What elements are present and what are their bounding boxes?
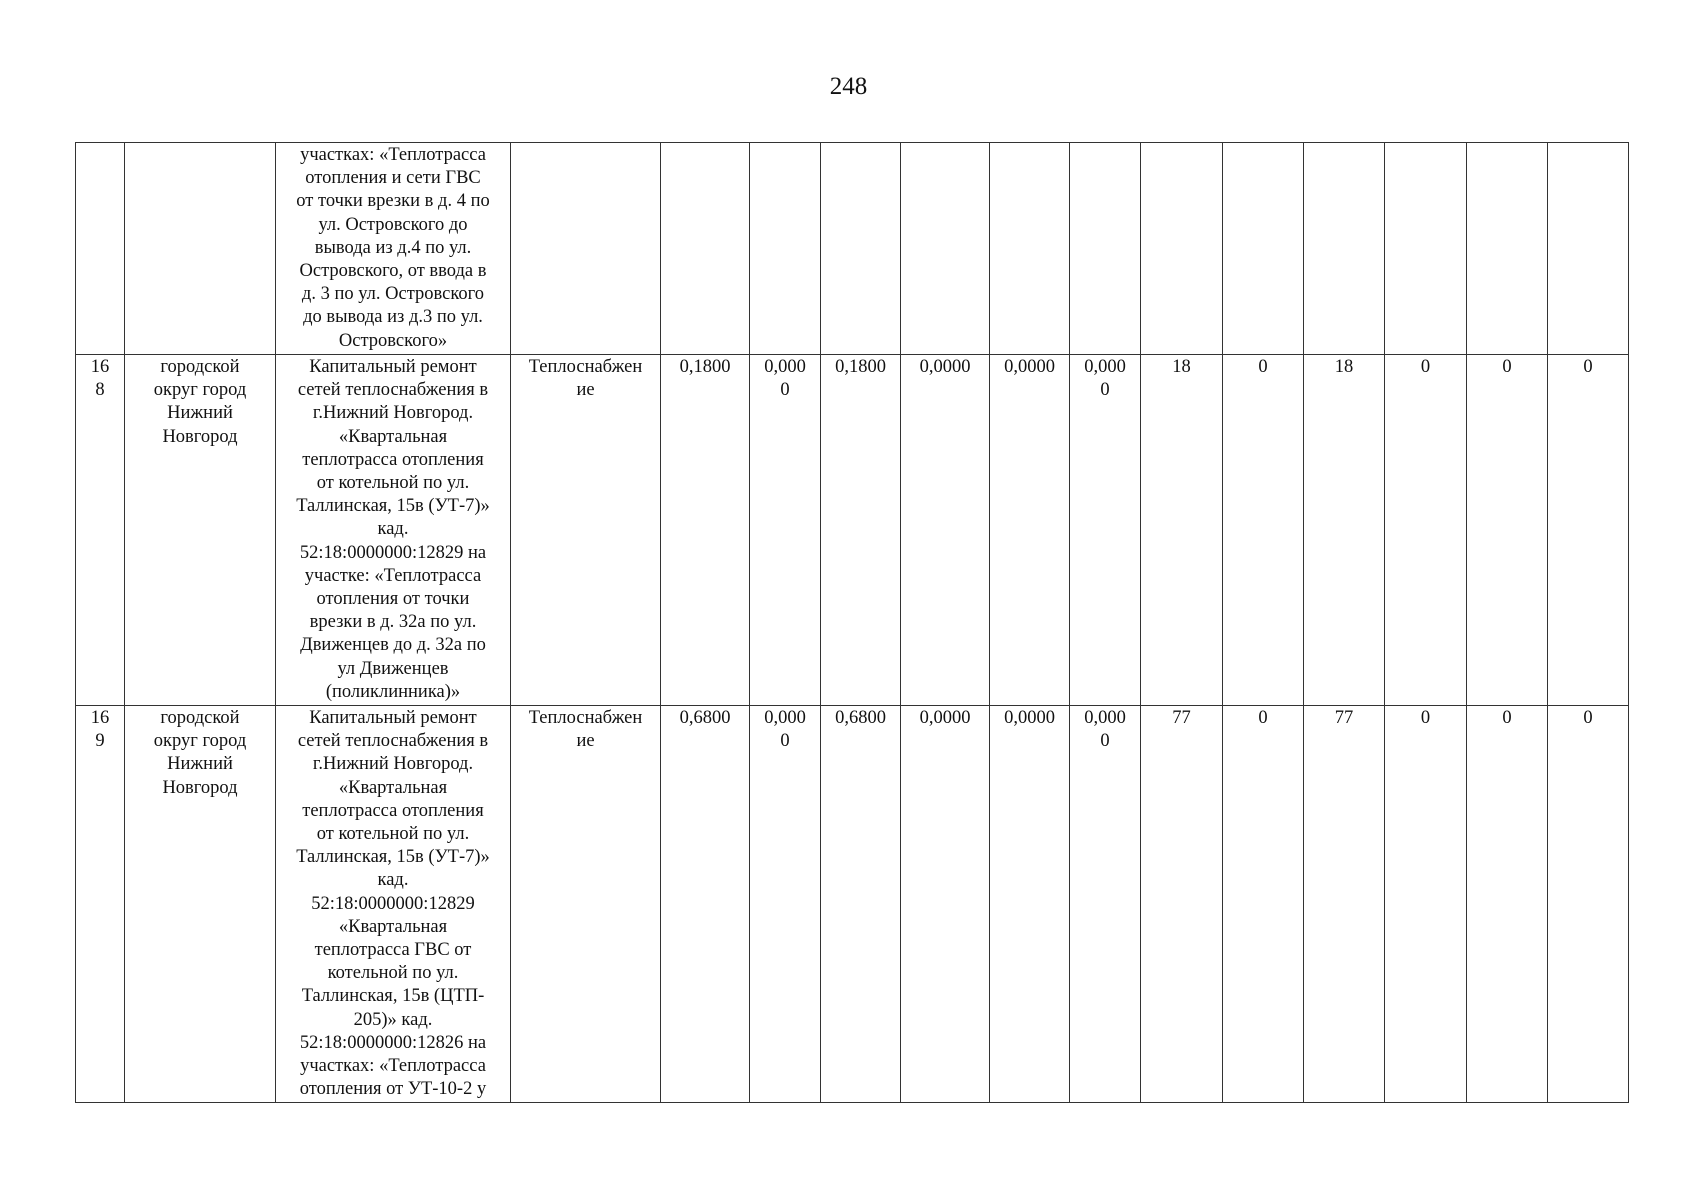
value-cell: 0 [1223, 706, 1304, 1103]
value-cell: 0 [1467, 355, 1548, 706]
value-cell: 0 [1385, 355, 1467, 706]
table-row [76, 143, 1629, 355]
value-cell [901, 143, 990, 355]
row-number [76, 143, 125, 355]
value-cell: 0,000 0 [1070, 706, 1141, 1103]
value-cell: 0,000 0 [1070, 355, 1141, 706]
value-cell [1548, 143, 1629, 355]
category-cell: Теплоснабжен ие [511, 355, 661, 706]
value-cell [1070, 143, 1141, 355]
row-number: 16 8 [76, 355, 125, 706]
description-cell: Капитальный ремонт сетей теплоснабжения в г.Нижний Новгород. «Квартальная теплотрасса отопления от котельной по ул. Таллинская, 15в (УТ-7)» кад. 52:18:0000000:12829 «Квартальная теплотрасса ГВС от котельной по ул. Таллинская, 15в (ЦТП- 205)» кад. 52:18:0000000:12826 на участках: «Теплотрасса отопления от УТ-10-2 у [276, 706, 511, 1103]
value-cell: 77 [1141, 706, 1223, 1103]
value-cell: 0,6800 [661, 706, 750, 1103]
value-cell [750, 143, 821, 355]
table-row [76, 355, 1629, 706]
value-cell: 0,000 0 [750, 706, 821, 1103]
data-table [75, 142, 1629, 1103]
value-cell [821, 143, 901, 355]
value-cell [661, 143, 750, 355]
value-cell: 18 [1141, 355, 1223, 706]
value-cell: 18 [1304, 355, 1385, 706]
value-cell: 0 [1548, 355, 1629, 706]
value-cell: 0,0000 [990, 706, 1070, 1103]
category-cell [511, 143, 661, 355]
page-number: 248 [829, 73, 868, 100]
value-cell: 77 [1304, 706, 1385, 1103]
municipality-cell: городской округ город Нижний Новгород [125, 355, 276, 706]
value-cell [1223, 143, 1304, 355]
value-cell: 0 [1548, 706, 1629, 1103]
value-cell: 0,0000 [901, 355, 990, 706]
category-cell: Теплоснабжен ие [511, 706, 661, 1103]
table-row [76, 706, 1629, 1103]
value-cell: 0,0000 [901, 706, 990, 1103]
value-cell [1467, 143, 1548, 355]
municipality-cell [125, 143, 276, 355]
description-cell: участках: «Теплотрасса отопления и сети ГВС от точки врезки в д. 4 по ул. Островского до вывода из д.4 по ул. Островского, от ввода в д. 3 по ул. Островского до вывода из д.3 по ул. Островского» [276, 143, 511, 355]
value-cell: 0 [1223, 355, 1304, 706]
municipality-cell: городской округ город Нижний Новгород [125, 706, 276, 1103]
value-cell: 0,1800 [661, 355, 750, 706]
value-cell [1385, 143, 1467, 355]
value-cell [1141, 143, 1223, 355]
value-cell [1304, 143, 1385, 355]
value-cell: 0 [1385, 706, 1467, 1103]
value-cell: 0 [1467, 706, 1548, 1103]
value-cell: 0,0000 [990, 355, 1070, 706]
row-number: 16 9 [76, 706, 125, 1103]
value-cell: 0,000 0 [750, 355, 821, 706]
value-cell: 0,6800 [821, 706, 901, 1103]
value-cell [990, 143, 1070, 355]
description-cell: Капитальный ремонт сетей теплоснабжения в г.Нижний Новгород. «Квартальная теплотрасса отопления от котельной по ул. Таллинская, 15в (УТ-7)» кад. 52:18:0000000:12829 на участке: «Теплотрасса отопления от точки врезки в д. 32а по ул. Движенцев до д. 32а по ул Движенцев (поликлинника)» [276, 355, 511, 706]
value-cell: 0,1800 [821, 355, 901, 706]
